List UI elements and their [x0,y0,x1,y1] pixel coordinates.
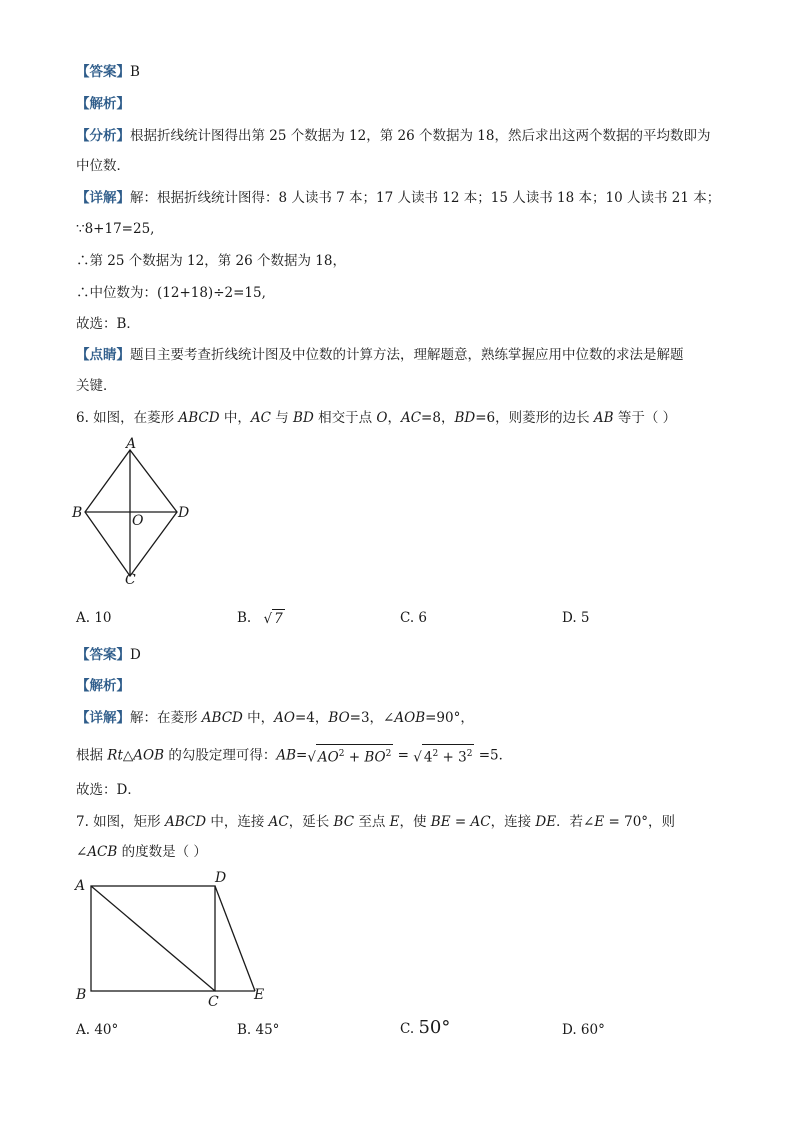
q5-fenxi-line-2 [76,156,130,176]
option-text: A. 10 [76,610,112,626]
label-d: D [178,505,190,521]
q7-option-b[interactable] [237,1020,279,1040]
q5-comment-line [76,345,684,365]
stem-text: ，延长 [288,814,334,830]
exponent: 2 [466,749,473,759]
q7-stem [76,812,675,832]
sqrt-symbol: √ 7 [263,610,283,627]
q6-answer-line [76,645,141,665]
q7-option-a[interactable] [76,1020,118,1040]
q5-step-2 [76,251,346,271]
segment-de [215,886,255,991]
option-text: D. 60° [562,1022,605,1038]
answer-tag: 【答案】 [76,647,130,663]
step-text: ∵8+17=25, [76,221,155,237]
operator: + [344,749,365,766]
stem-text: 至点 [354,814,390,830]
option-text: C. 6 [400,610,428,626]
q6-option-c[interactable] [400,608,427,628]
rhombus-outline [85,450,177,576]
comment-tag: 【点睛】 [76,347,130,363]
math-var: AO [274,710,295,726]
answer-value: B [130,64,140,80]
detail-text: =90°， [425,710,474,726]
q6-option-a[interactable] [76,608,112,628]
radicand: 7 [274,610,283,627]
label-e: E [254,987,265,1003]
math-var: ABCD [178,410,220,426]
stem-text: = 70°，则 [604,814,676,830]
stem-text: 与 [270,410,294,426]
conclusion-text: 故选：B． [76,316,140,332]
math-var: AOB [133,747,165,764]
stem-text: ， [387,410,401,426]
math-var: BO [364,749,386,766]
stem-text: 7. 如图，矩形 [76,814,165,830]
segment-ac [91,886,215,991]
step-text: ∴中位数为：(12+18)÷2=15, [76,285,266,301]
fenxi-text: 根据折线统计图得出第 25 个数据为 12，第 26 个数据为 18，然后求出这两个数据的平均数即为 [130,128,711,144]
detail-text: 解：在菱形 [130,710,202,726]
q5-conclusion [76,314,140,334]
operator: = [393,747,414,764]
detail-text: 解：根据折线统计图得：8 人读书 7 本；17 人读书 12 本；15 人读书 18 本；10 人读书 21 本； [130,190,721,206]
detail-text: =4， [295,710,329,726]
number: 4 [423,749,433,766]
detail-text: =3，∠ [349,710,395,726]
math-var: E [389,814,400,830]
math-var: BE [430,814,451,830]
math-var: BD [454,410,476,426]
label-o: O [132,513,144,529]
detail-tag: 【详解】 [76,190,130,206]
operator: + 3 [438,749,467,766]
math-var: ABCD [201,710,243,726]
option-label: B. [237,610,252,626]
math-var: BC [333,814,355,830]
stem-text: ，使 [399,814,431,830]
text: = [296,747,308,764]
rhombus-figure [70,438,200,588]
exponent: 2 [385,749,392,759]
text: 的勾股定理可得： [164,747,277,764]
q6-option-d[interactable] [562,608,590,628]
q5-detail-line [76,188,720,208]
q6-detail-line [76,708,474,728]
stem-text: 相交于点 [313,410,377,426]
stem-text: 中， [219,410,251,426]
math-var: BO [328,710,350,726]
step-text: ∴第 25 个数据为 12，第 26 个数据为 18， [76,253,346,269]
fenxi-text-2: 中位数． [76,158,130,174]
stem-text: ．若∠ [556,814,595,830]
q6-conclusion [76,780,141,800]
q7-stem-2 [76,842,207,862]
q5-step-1 [76,219,154,239]
q6-analysis-line [76,676,130,696]
label-b: B [72,505,83,521]
detail-text: 中， [242,710,275,726]
label-a: A [75,878,86,894]
comment-text-2: 关键． [76,378,117,394]
sqrt-expression-2: √ $4^2 + 3^2$ [413,744,474,768]
label-c: C [208,994,219,1010]
label-b: B [76,987,87,1003]
analysis-tag: 【解析】 [76,96,130,112]
option-text: A. 40° [76,1022,119,1038]
analysis-tag: 【解析】 [76,678,130,694]
option-label: C. [400,1021,415,1037]
detail-tag: 【详解】 [76,710,130,726]
q5-analysis-line [76,94,130,114]
stem-text: 中，连接 [206,814,269,830]
q6-pythagoras-line [76,744,512,768]
q5-comment-line-2 [76,376,117,396]
q5-step-3 [76,283,266,303]
q6-stem [76,408,676,428]
stem-text: 6. 如图，在菱形 [76,410,179,426]
math-var: AB [276,747,296,764]
exponent: 2 [432,749,439,759]
q5-fenxi-line [76,126,710,146]
math-var: ABCD [164,814,207,830]
math-var: AO [317,749,339,766]
label-d: D [215,870,227,886]
q7-option-d[interactable] [562,1020,605,1040]
stem-text: 等于（ ） [613,410,677,426]
answer-tag: 【答案】 [76,64,130,80]
math-var: ACB [87,844,118,860]
math-var: E [594,814,605,830]
q6-option-b[interactable] [237,608,285,629]
stem-text: = [450,814,471,830]
exponent: 2 [338,749,345,759]
math-var: O [376,410,388,426]
stem-text: 的度数是（ ） [117,844,207,860]
answer-value: D [130,647,141,663]
math-var: AC [250,410,271,426]
conclusion-text: 故选：D． [76,782,141,798]
label-a: A [126,436,137,452]
math-var: AC [268,814,289,830]
triangle-symbol: △ [122,747,134,764]
text: 根据 [76,747,108,764]
option-text: B. 45° [237,1022,280,1038]
stem-text: =6，则菱形的边长 [475,410,594,426]
option-value: 50° [418,1017,451,1038]
math-var: BD [293,410,314,426]
math-var: AB [593,410,614,426]
sqrt-expression-1: √ $AO^2 + BO^2$ [307,744,393,768]
q5-answer-line [76,62,140,82]
stem-text: =8， [421,410,455,426]
math-var: AC [470,814,491,830]
label-c: C [125,572,136,588]
angle-symbol: ∠ [76,844,88,860]
stem-text: ，连接 [490,814,536,830]
text: =5． [474,747,513,764]
q7-option-c[interactable] [400,1018,450,1039]
math-var: Rt [107,747,123,764]
fenxi-tag: 【分析】 [76,128,130,144]
math-var: AC [400,410,422,426]
rectangle-figure [72,868,272,1008]
math-var: AOB [394,710,426,726]
comment-text: 题目主要考查折线统计图及中位数的计算方法，理解题意，熟练掌握应用中位数的求法是解题 [130,347,684,363]
option-text: D. 5 [562,610,590,626]
math-var: DE [535,814,557,830]
